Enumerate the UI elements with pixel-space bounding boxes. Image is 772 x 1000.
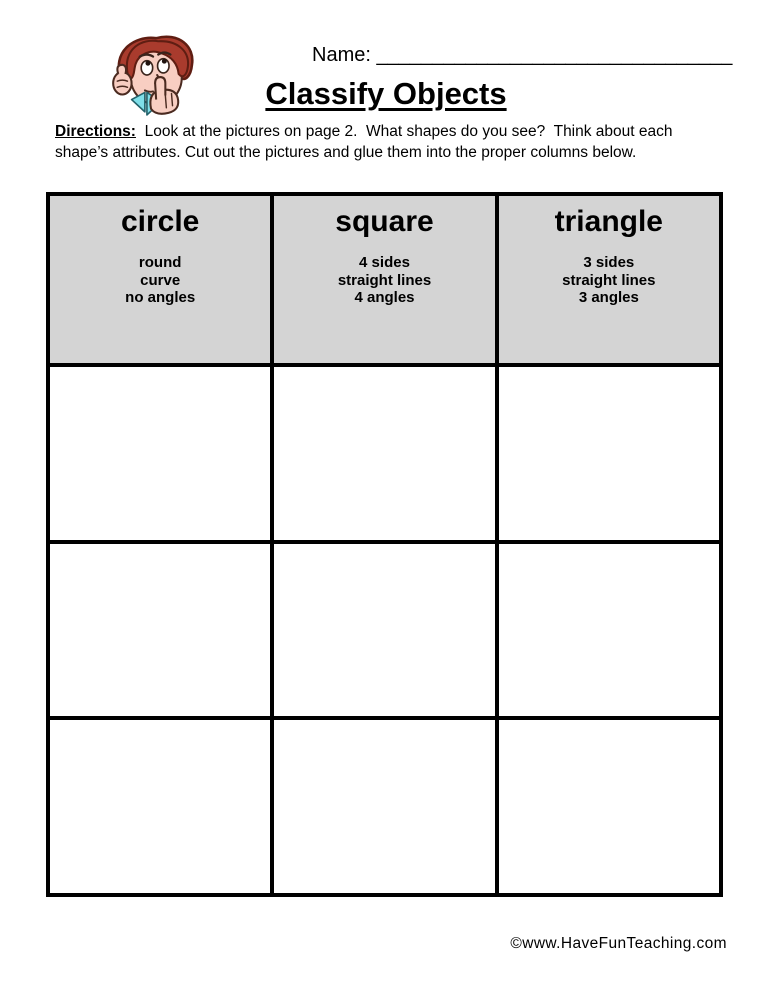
column-header-triangle (497, 194, 721, 365)
name-label: Name: (312, 44, 371, 66)
directions-label: Directions: (55, 123, 136, 140)
attribute-line: straight lines (562, 271, 656, 289)
column-attributes (274, 254, 494, 307)
column-attributes (499, 254, 719, 307)
glue-cell-r2-triangle (497, 542, 721, 719)
glue-cell-r3-triangle (497, 718, 721, 895)
column-header-circle (48, 194, 272, 365)
directions (55, 121, 719, 163)
table-row (48, 365, 721, 542)
glue-cell-r1-triangle (497, 365, 721, 542)
attribute-line: curve (140, 271, 181, 289)
classification-table (46, 192, 723, 897)
attribute-line: no angles (125, 289, 196, 306)
attribute-line: 3 angles (578, 289, 639, 306)
column-header-square (272, 194, 496, 365)
attribute-line: 4 angles (354, 289, 415, 306)
attribute-line: 3 sides (583, 254, 635, 271)
name-row (312, 44, 732, 67)
attribute-line: round (138, 254, 182, 271)
glue-cell-r3-square (272, 718, 496, 895)
column-title: triangle (554, 205, 663, 238)
copyright-text: ©www.HaveFunTeaching.com (510, 935, 727, 952)
glue-cell-r2-circle (48, 542, 272, 719)
table-header-row (48, 194, 721, 365)
column-attributes (50, 254, 270, 307)
column-title: square (335, 205, 434, 238)
attribute-line: 4 sides (359, 254, 410, 271)
table-row (48, 718, 721, 895)
table-row (48, 542, 721, 719)
glue-cell-r2-square (272, 542, 496, 719)
page-title: Classify Objects (265, 76, 507, 111)
column-title: circle (120, 205, 200, 238)
glue-cell-r1-square (272, 365, 496, 542)
name-blank-line: ________________________________ (376, 44, 733, 66)
glue-cell-r3-circle (48, 718, 272, 895)
directions-text: Look at the pictures on page 2. What shapes do you see? Think about each shape’s attributes. Cut out the pictures and glue them into the proper columns below. (55, 123, 677, 161)
attribute-line: straight lines (337, 271, 432, 289)
glue-cell-r1-circle (48, 365, 272, 542)
